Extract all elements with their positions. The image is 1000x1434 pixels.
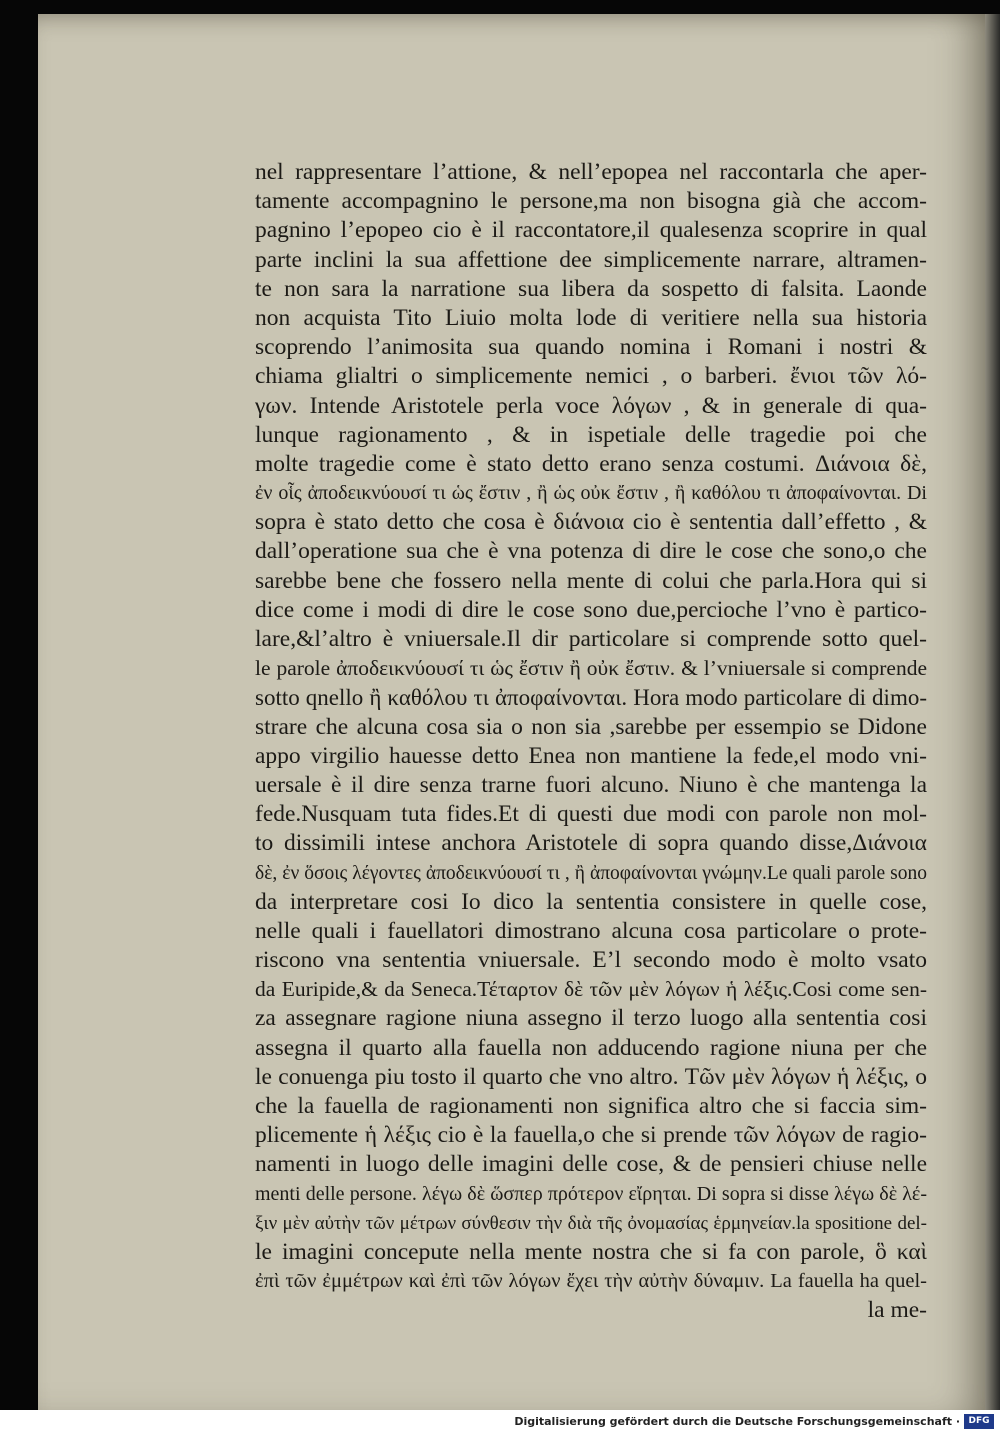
- text-line: uersale è il dire senza trarne fuori alcuno. Niuno è che mantenga la: [255, 771, 927, 798]
- text-line: to dissimili intese anchora Aristotele di sopra quando disse,Διάνοια: [255, 830, 927, 857]
- text-line: chiama glialtri o simplicemente nemici , o barberi. ἔνιοι τῶν λό-: [255, 363, 927, 390]
- funding-credit: Digitalisierung gefördert durch die Deutsche Forschungsgemeinschaft ·: [514, 1415, 960, 1428]
- text-line: le imagini concepute nella mente nostra che si fa con parole, ὃ καὶ: [255, 1238, 927, 1265]
- text-line: menti delle persone. λέγω δὲ ὥσπερ πρότερον εἴρηται. Di sopra si disse λέγω δὲ λέ-: [255, 1182, 927, 1205]
- text-line: riscono vna sententia vniuersale. E’l secondo modo è molto vsato: [255, 947, 927, 974]
- text-line: plicemente ἡ λέξις cio è la fauella,o che si prende τῶν λόγων de ragio-: [255, 1122, 927, 1149]
- text-line: assegna il quarto alla fauella non adducendo ragione niuna per che: [255, 1034, 927, 1061]
- text-line: dall’operatione sua che è vna potenza di dire le cose che sono,o che: [255, 538, 927, 565]
- page-edge-shadow: [985, 14, 1000, 1410]
- footer-bar: [0, 1410, 1000, 1434]
- page-text: [255, 158, 927, 1326]
- text-line: sarebbe bene che fossero nella mente di colui che parla.Hora qui si: [255, 567, 927, 594]
- text-line: parte inclini la sua affettione dee simplicemente narrare, altramen-: [255, 246, 927, 273]
- text-line: fede.Nusquam tuta fides.Et di questi due modi con parole non mol-: [255, 801, 927, 828]
- text-line: tamente accompagnino le persone,ma non bisogna già che accom-: [255, 188, 927, 215]
- text-line: lare,&l’altro è vniuersale.Il dir particolare si comprende sotto quel-: [255, 626, 927, 652]
- text-line: sopra è stato detto che cosa è διάνοια cio è sententia dall’effetto , &: [255, 509, 927, 536]
- text-line: pagnino l’epopeo cio è il raccontatore,il qualesenza scoprire in qual: [255, 217, 927, 244]
- dfg-logo: DFG: [964, 1414, 994, 1429]
- text-line: za assegnare ragione niuna assegno il terzo luogo alla sententia cosi: [255, 1005, 927, 1032]
- text-line: sotto qnello ἢ καθόλου τι ἀποφαίνονται. Hora modo particolare di dimo-: [255, 685, 927, 711]
- text-line: da Euripide,& da Seneca.Τέταρτον δὲ τῶν μὲν λόγων ἡ λέξις.Cosi come sen-: [255, 977, 927, 1002]
- text-line: γων. Intende Aristotele perla voce λόγων , & in generale di qua-: [255, 392, 927, 419]
- text-line: δὲ, ἐν ὅσοις λέγοντες ἀποδεικνύουσί τι , ἢ ἀποφαίνονται γνώμην.Le quali parole sono: [255, 862, 927, 884]
- text-line: molte tragedie come è stato detto erano senza costumi. Διάνοια δὲ,: [255, 450, 927, 477]
- text-line: strare che alcuna cosa sia o non sia ,sarebbe per essempio se Didone: [255, 713, 927, 740]
- text-line: lunque ragionamento , & in ispetiale delle tragedie poi che: [255, 421, 927, 448]
- text-line: che la fauella de ragionamenti non significa altro che si faccia sim-: [255, 1093, 927, 1119]
- text-line: la me-: [867, 1297, 927, 1324]
- text-line: da interpretare cosi Io dico la sententia consistere in quelle cose,: [255, 888, 927, 915]
- text-line: scoprendo l’animosita sua quando nomina i Romani i nostri &: [255, 334, 927, 361]
- text-line: non acquista Tito Liuio molta lode di veritiere nella sua historia: [255, 304, 927, 331]
- text-line: nel rappresentare l’attione, & nell’epopea nel raccontarla che aper-: [255, 159, 927, 185]
- text-line: ἐν οἷς ἀποδεικνύουσί τι ὡς ἔστιν , ἢ ὡς οὐκ ἔστιν , ἢ καθόλου τι ἀποφαίνονται. Di: [255, 482, 927, 505]
- text-line: ξιν μὲν αὐτὴν τῶν μέτρων σύνθεσιν τὴν διὰ τῆς ὀνομασίας ἑρμηνείαν.la spositione del-: [255, 1212, 927, 1234]
- text-line: nelle quali i fauellatori dimostrano alcuna cosa particolare o prote-: [255, 917, 927, 944]
- text-line: te non sara la narratione sua libera da sospetto di falsita. Laonde: [255, 275, 927, 302]
- text-line: appo virgilio hauesse detto Enea non mantiene la fede,el modo vni-: [255, 742, 927, 769]
- text-line: le conuenga piu tosto il quarto che vno altro. Τῶν μὲν λόγων ἡ λέξις, o: [255, 1063, 927, 1090]
- text-line: ἐπὶ τῶν ἐμμέτρων καὶ ἐπὶ τῶν λόγων ἔχει τὴν αὐτὴν δύναμιν. La fauella ha quel-: [255, 1270, 927, 1293]
- text-line: namenti in luogo delle imagini delle cose, & de pensieri chiuse nelle: [255, 1151, 927, 1178]
- text-line: le parole ἀποδεικνύουσί τι ὡς ἔστιν ἢ οὐκ ἔστιν. & l’vniuersale si comprende: [255, 656, 927, 681]
- text-line: dice come i modi di dire le cose sono due,percioche l’vno è partico-: [255, 596, 927, 623]
